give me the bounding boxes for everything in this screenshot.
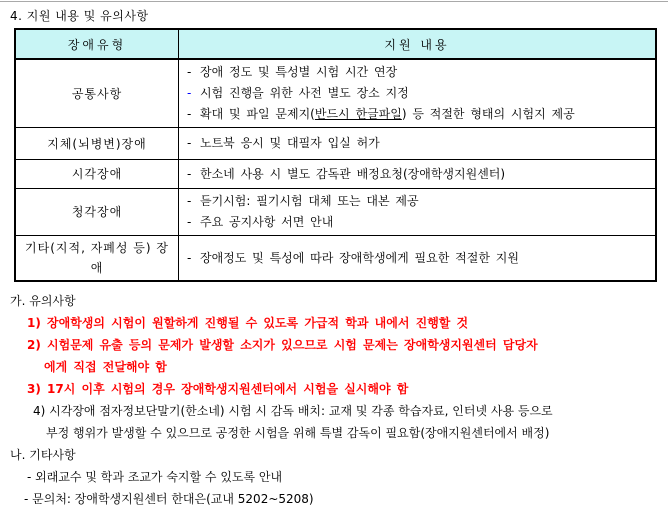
bullet-line: [187, 191, 649, 212]
page-title: 4. 지원 내용 및 유의사항: [10, 9, 149, 23]
bullet-text: 장애정도 및 특성에 따라 장애학생에게 필요한 적절한 지원: [200, 250, 519, 265]
bullet-dash: -: [187, 136, 192, 150]
row-content-cell: [179, 160, 657, 189]
bullet-line: [187, 62, 649, 83]
note-line-2: 2) 시험문제 유출 등의 문제가 발생할 소지가 있으므로 시험 문제는 장애학생지원센터 담당자: [27, 338, 538, 352]
note-line-4: 4) 시각장애 점자정보단말기(한소네) 시험 시 감독 배치: 교재 및 각종 학습자료, 인터넷 사용 등으로: [33, 404, 553, 418]
bullet-dash: -: [187, 65, 192, 79]
bullet-dash: -: [187, 107, 192, 121]
bullet-text: 노트북 응시 및 대필자 입실 허가: [200, 136, 380, 150]
top-divider-line: [0, 1, 668, 2]
text-after-underline: ) 등 적절한 형태의 시험지 제공: [401, 107, 575, 121]
column-header-support-content: 지원 내용: [179, 29, 657, 59]
contact-line: - 문의처: 장애학생지원센터 한대은(교내 5202~5208): [24, 492, 314, 506]
support-table: [14, 28, 657, 282]
table-header-row: [15, 29, 656, 59]
notes-section-b-title: 나. 기타사항: [10, 448, 76, 462]
bullet-text: 시험 진행을 위한 사전 별도 장소 지정: [200, 86, 409, 100]
bullet-line: [187, 133, 649, 154]
other-note-line: - 외래교수 및 학과 조교가 숙지할 수 있도록 안내: [27, 470, 283, 484]
bullet-text: 주요 공지사항 서면 안내: [200, 215, 334, 229]
bullet-text: 듣기시험: 필기시험 대체 또는 대본 제공: [200, 194, 419, 208]
row-content-cell: [179, 59, 657, 128]
row-type-label: 기타(지적, 자폐성 등) 장애: [15, 236, 179, 282]
note-line-3: 3) 17시 이후 시험의 경우 장애학생지원센터에서 시험을 실시해야 함: [27, 382, 409, 396]
bullet-line: [187, 248, 649, 269]
notes-section: [0, 290, 668, 510]
underlined-hangul-file-note: 반드시 한글파일: [314, 107, 402, 121]
table-row-visual: [15, 160, 656, 189]
bullet-line: [187, 104, 649, 125]
note-line-4-continuation: 부정 행위가 발생할 수 있으므로 공정한 시험을 위해 특별 감독이 필요함(장애지원센터에서 배정): [46, 426, 550, 440]
column-header-disability-type: 장애유형: [15, 29, 179, 59]
bullet-dash: -: [187, 250, 192, 265]
bullet-text: 한소네 사용 시 별도 감독관 배정요청(장애학생지원센터): [200, 166, 506, 181]
row-type-label: 청각장애: [15, 189, 179, 236]
bullet-dash: -: [187, 166, 192, 181]
row-content-cell: [179, 189, 657, 236]
row-content-cell: [179, 128, 657, 160]
bullet-text: 장애 정도 및 특성별 시험 시간 연장: [200, 65, 398, 79]
bullet-dash: -: [187, 194, 192, 208]
text-before-underline: 확대 및 파일 문제지(: [200, 107, 315, 121]
row-type-label: 시각장애: [15, 160, 179, 189]
bullet-text: [200, 107, 575, 121]
bullet-dash-blue: -: [187, 86, 192, 100]
table-row-hearing: [15, 189, 656, 236]
table-row-physical: [15, 128, 656, 160]
bullet-line: [187, 212, 649, 233]
note-line-1: 1) 장애학생의 시험이 원할하게 진행될 수 있도록 가급적 학과 내에서 진행할 것: [27, 316, 469, 330]
bullet-line: [187, 164, 649, 185]
bullet-line: [187, 83, 649, 104]
notes-section-a-title: 가. 유의사항: [10, 294, 76, 308]
row-content-cell: [179, 236, 657, 282]
table-row-common: [15, 59, 656, 128]
note-line-2-continuation: 에게 직접 전달해야 함: [44, 360, 167, 374]
row-type-label: 공통사항: [15, 59, 179, 128]
row-type-label: 지체(뇌병변)장애: [15, 128, 179, 160]
bullet-dash: -: [187, 215, 192, 229]
table-row-other: [15, 236, 656, 282]
